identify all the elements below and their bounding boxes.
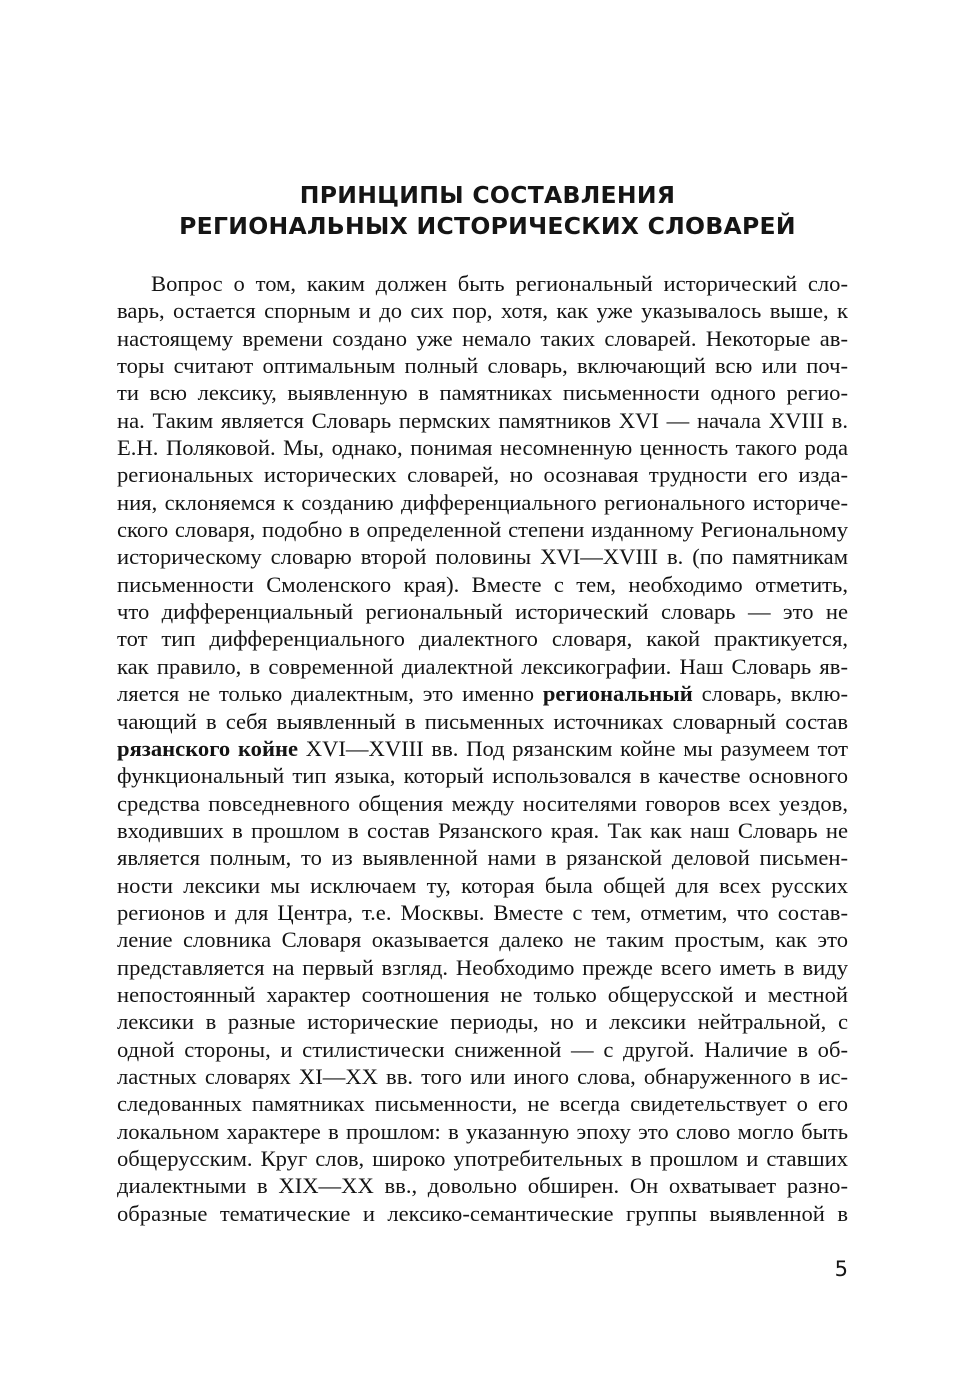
text-line: функциональный тип языка, который использовался в качестве основного <box>117 763 848 789</box>
text-line: на. Таким является Словарь пермских памятников XVI — начала XVIII в. <box>117 407 848 433</box>
emphasized-term: рязанского койне <box>117 735 299 761</box>
text-line <box>117 735 848 762</box>
text-line: письменности Смоленского края). Вместе с тем, необходимо отметить, <box>117 571 848 597</box>
text-line: торы считают оптимальным полный словарь, включающий всю или поч- <box>117 353 848 379</box>
text-line: одной стороны, и стилистически сниженной — с другой. Наличие в об- <box>117 1036 848 1062</box>
text-line: ти всю лексику, выявленную в памятниках письменности одного регио- <box>117 380 848 406</box>
text-line: Вопрос о том, каким должен быть региональный исторический сло- <box>151 271 848 296</box>
text-line: тот тип дифференциального диалектного словаря, какой практикуется, <box>117 626 848 652</box>
text-line-plain: ляется не только диалектным, это именно <box>117 681 543 707</box>
text-line: чающий в себя выявленный в письменных источниках словарный состав <box>117 708 848 734</box>
chapter-title-line-1: ПРИНЦИПЫ СОСТАВЛЕНИЯ <box>299 181 676 209</box>
text-line-plain: XVI—XVIII вв. Под рязанским койне мы разумеем тот <box>298 735 849 761</box>
text-line: ности лексики мы исключаем ту, которая была общей для всех русских <box>117 872 848 898</box>
text-line: историческому словарю второй половины XVI—XVIII в. (по памятникам <box>117 544 848 570</box>
text-line: как правило, в современной диалектной лексикографии. Наш Словарь яв- <box>117 653 848 679</box>
text-line: ластных словарях XI—XX вв. того или иного слова, обнаруженного в ис- <box>117 1063 848 1089</box>
text-line: средства повседневного общения между носителями говоров всех уездов, <box>117 790 848 816</box>
text-line: ление словника Словаря оказывается далеко не таким простым, как это <box>117 927 848 953</box>
text-line: непостоянный характер соотношения не только общерусской и местной <box>117 981 848 1007</box>
text-line: следованных памятниках письменности, не всегда свидетельствует о его <box>117 1091 848 1117</box>
text-line: локальном характере в прошлом: в указанную эпоху это слово могло быть <box>117 1118 848 1144</box>
text-line <box>117 680 848 707</box>
text-line: что дифференциальный региональный исторический словарь — это не <box>117 599 848 625</box>
text-line: варь, остается спорным и до сих пор, хотя, как уже указывалось выше, к <box>117 298 848 324</box>
chapter-title-line-2: РЕГИОНАЛЬНЫХ ИСТОРИЧЕСКИХ СЛОВАРЕЙ <box>179 212 796 240</box>
body-paragraph <box>117 270 848 1227</box>
text-line-plain: словарь, вклю- <box>692 681 848 707</box>
text-line: общерусским. Круг слов, широко употребительных в прошлом и ставших <box>117 1146 848 1171</box>
text-line: входивших в прошлом в состав Рязанского края. Так как наш Словарь не <box>117 817 848 843</box>
text-line: диалектными в XIX—XX вв., довольно обширен. Он охватывает разно- <box>117 1173 848 1199</box>
text-line: представляется на первый взгляд. Необходимо прежде всего иметь в виду <box>117 954 848 980</box>
text-line: Е.Н. Поляковой. Мы, однако, понимая несомненную ценность такого рода <box>117 435 848 461</box>
text-line: регионов и для Центра, т.е. Москвы. Вместе с тем, отметим, что состав- <box>117 899 848 925</box>
text-line: ского словаря, подобно в определенной степени изданному Региональному <box>117 517 848 543</box>
emphasized-term: региональный <box>542 681 693 707</box>
text-line: настоящему времени создано уже немало таких словарей. Некоторые ав- <box>117 325 848 351</box>
page-number: 5 <box>834 1257 848 1281</box>
text-line: лексики в разные исторические периоды, но и лексики нейтральной, с <box>117 1009 848 1035</box>
text-line: образные тематические и лексико-семантические группы выявленной в <box>117 1200 848 1226</box>
text-line: ния, склоняемся к созданию дифференциального регионального историче- <box>117 489 848 515</box>
text-line: региональных исторических словарей, но осознавая трудности его изда- <box>117 462 848 488</box>
text-line: является полным, то из выявленной нами в рязанской деловой письмен- <box>117 845 848 871</box>
